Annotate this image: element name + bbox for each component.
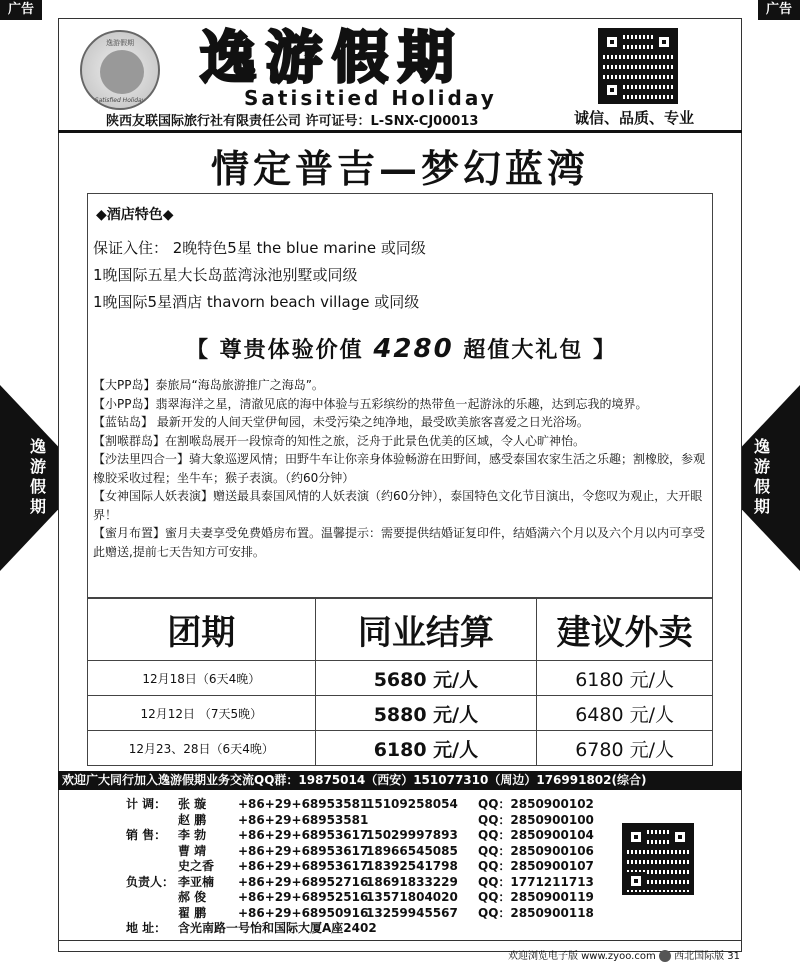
address-row (126, 921, 594, 937)
page-title: 情定普吉—梦幻蓝湾 (210, 146, 589, 191)
contact-mobile: 13571804020 (366, 890, 458, 904)
contact-tel: +86+29+68953617 (238, 828, 369, 842)
contact-name: 赵 鹏 (178, 812, 207, 827)
side-text-right: 逸游假期 (753, 437, 770, 516)
contact-mobile: 15029997893 (366, 828, 458, 842)
contact-mobile: 15109258054 (366, 797, 458, 811)
gift-suffix: 超值大礼包 】 (453, 338, 618, 363)
gift-value: 4280 (373, 334, 454, 364)
globe-icon (100, 50, 144, 94)
hotel-heading: ◆酒店特色◆ (96, 207, 174, 223)
contact-qq: QQ：2850900102 (478, 797, 594, 811)
price-header-row (88, 599, 713, 661)
logo-arc-bottom: Satisfied Holiday (94, 97, 146, 104)
contact-role (126, 859, 178, 875)
feature-item: 【小PP岛】翡翠海洋之星，清澈见底的海中体验与五彩缤纷的热带鱼一起游泳的乐趣，达到忘我的境界。 (93, 396, 648, 411)
feature-item: 【蓝钻岛】 最新开发的人间天堂伊甸园，未受污染之纯净地，最受欧美旅客喜爱之日光浴场。 (93, 415, 589, 429)
retail-price: 6480 元/人 (537, 696, 713, 731)
contact-qq: QQ：2850900100 (478, 812, 594, 827)
contact-role: 销 售： (126, 828, 167, 842)
globe-logo-icon (80, 30, 160, 110)
qr-code-bottom-icon (622, 823, 694, 895)
brand-name-en: Satisitied Holiday (244, 86, 497, 110)
footer-text: 欢迎浏览电子版 www.zyoo.com (507, 951, 656, 962)
page-number: 31 (727, 951, 740, 962)
header-retail-price: 建议外卖 (537, 599, 713, 661)
contact-name: 翟 鹏 (178, 905, 207, 920)
feature-item: 【沙法里四合一】骑大象巡逻风情；田野牛车让你亲身体验畅游在田野间，感受泰国农家生活之乐趣；割橡胶，参观橡胶采收过程；坐牛车；猴子表演。（约60分钟） (93, 452, 706, 485)
qq-group-banner: 欢迎广大同行加入逸游假期业务交流QQ群：19875014（西安）151077310（周边）176991802(综合) (58, 771, 742, 790)
contact-name: 郝 俊 (178, 890, 207, 904)
contact-role (126, 813, 178, 829)
side-text-left: 逸游假期 (29, 437, 46, 516)
contact-row (126, 844, 594, 860)
contact-tel: +86+29+68953581 (238, 797, 369, 811)
trade-price: 5880 元/人 (315, 696, 537, 731)
feature-list (93, 376, 709, 561)
qr-code-top-icon (598, 28, 678, 104)
header-divider (58, 130, 742, 133)
contact-row (126, 906, 594, 922)
header-date: 团期 (88, 599, 316, 661)
retail-price: 6780 元/人 (537, 731, 713, 766)
contact-tel: +86+29+68953617 (238, 859, 369, 873)
feature-item: 【割喉群岛】在割喉岛展开一段惊奇的知性之旅，泛舟于此景色优美的区域，令人心旷神怡。 (93, 433, 586, 448)
contact-mobile: 13259945567 (366, 905, 458, 920)
contact-row (126, 797, 594, 813)
table-row (88, 661, 713, 696)
contact-tel: +86+29+68953581 (238, 812, 369, 827)
brand-seal-icon (659, 950, 671, 962)
hotel-line: 1晚国际5星酒店 thavorn beach village 或同级 (93, 293, 420, 311)
footer-divider (58, 940, 742, 941)
contact-mobile (366, 813, 478, 829)
contact-row (126, 875, 594, 891)
contact-role: 负责人： (126, 874, 175, 889)
gift-prefix: 【 尊贵体验价值 (186, 338, 374, 363)
trade-price: 5680 元/人 (315, 661, 537, 696)
trade-price: 6180 元/人 (315, 731, 537, 766)
company-license: 陕西友联国际旅行社有限责任公司 许可证号：L-SNX-CJ00013 (106, 114, 479, 129)
contact-row (126, 813, 594, 829)
contact-tel: +86+29+68952516 (238, 890, 369, 904)
retail-price: 6180 元/人 (537, 661, 713, 696)
contact-qq: QQ：2850900119 (478, 890, 594, 904)
brand-name-cn: 逸游假期 (200, 25, 464, 91)
logo-arc-top: 逸游假期 (106, 39, 134, 47)
contact-name: 李 勃 (178, 828, 207, 842)
feature-item: 【女神国际人妖表演】赠送最具泰国风情的人妖表演（约60分钟），泰国特色文化节目演出，令您叹为观止，大开眼界！ (93, 489, 703, 522)
feature-item: 【蜜月布置】蜜月夫妻享受免费婚房布置。温馨提示：需要提供结婚证复印件，结婚满六个月以及六个月以内可享受此赠送,提前七天告知方可安排。 (93, 526, 706, 559)
contact-role (126, 906, 178, 922)
contact-row (126, 859, 594, 875)
contact-row (126, 890, 594, 906)
contact-qq: QQ：2850900104 (478, 828, 594, 842)
contact-qq: QQ：1771211713 (478, 874, 594, 889)
table-row (88, 731, 713, 766)
contact-mobile: 18966545085 (366, 843, 458, 858)
contact-qq: QQ：2850900106 (478, 843, 594, 858)
address-value: 含光南路一号怡和国际大厦A座2402 (178, 921, 377, 935)
contact-role (126, 890, 178, 906)
contact-mobile: 18392541798 (366, 859, 458, 873)
tour-date: 12月12日 （7天5晚） (88, 696, 316, 731)
hotel-line: 1晚国际五星大长岛蓝湾泳池别墅或同级 (93, 266, 358, 284)
price-table (87, 598, 713, 766)
footer-section: 西北国际版 (674, 951, 725, 962)
tour-date: 12月23、28日（6天4晚） (88, 731, 316, 766)
contact-mobile: 18691833229 (366, 874, 458, 889)
tour-date: 12月18日（6天4晚） (88, 661, 316, 696)
contact-name: 张 璇 (178, 797, 207, 811)
contact-name: 曹 靖 (178, 843, 207, 858)
address-label: 地 址： (126, 921, 167, 935)
page-footer (508, 947, 740, 962)
contact-name: 史之香 (178, 859, 215, 873)
feature-item: 【大PP岛】泰旅局“海岛旅游推广之海岛”。 (93, 378, 324, 392)
contact-name: 李亚楠 (178, 874, 215, 889)
ad-tag-right: 广告 (758, 0, 800, 20)
table-row (88, 696, 713, 731)
contact-tel: +86+29+68952716 (238, 874, 369, 889)
contact-row (126, 828, 594, 844)
contact-role (126, 844, 178, 860)
slogan: 诚信、品质、专业 (574, 109, 695, 127)
contact-qq: QQ：2850900118 (478, 905, 594, 920)
ad-tag-left: 广告 (0, 0, 42, 20)
header-trade-price: 同业结算 (315, 599, 537, 661)
contact-tel: +86+29+68950916 (238, 905, 369, 920)
hotel-line: 保证入住： 2晚特色5星 the blue marine 或同级 (93, 239, 426, 257)
gift-package-banner (186, 333, 617, 364)
contact-list (126, 797, 594, 937)
contact-tel: +86+29+68953617 (238, 843, 369, 858)
contact-qq: QQ：2850900107 (478, 859, 594, 873)
contact-role: 计 调： (126, 797, 167, 811)
